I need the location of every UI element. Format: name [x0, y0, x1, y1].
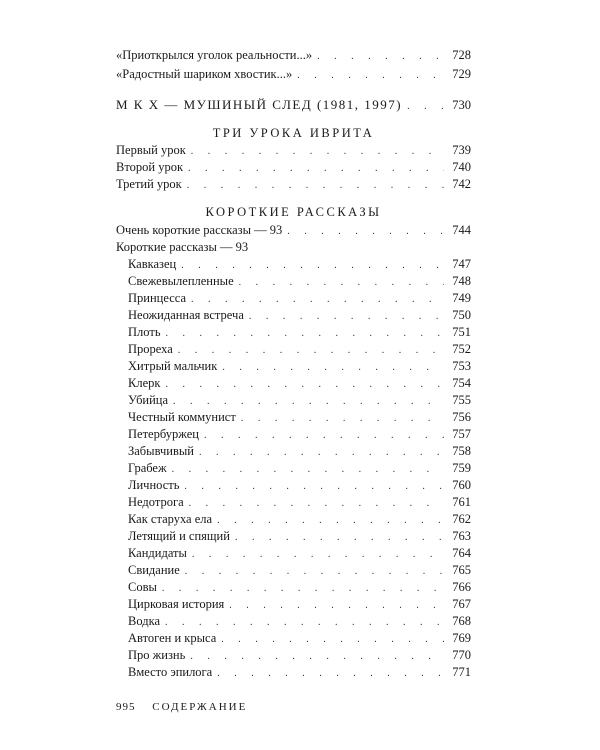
section-heading-hebrew: ТРИ УРОКА ИВРИТА	[212, 126, 375, 140]
toc-entry-title: Третий урок	[116, 177, 182, 191]
toc-entry-title: Клерк	[128, 376, 161, 390]
toc-entry-page: 769	[452, 631, 471, 645]
toc-entry-page: 730	[452, 98, 471, 112]
toc-subentry	[128, 409, 471, 426]
toc-subentry	[128, 647, 471, 664]
dot-leader	[184, 478, 444, 495]
toc-subentry	[128, 528, 471, 545]
dot-leader	[181, 257, 444, 274]
toc-subentry	[128, 426, 471, 443]
toc-entry	[116, 159, 471, 176]
toc-entry-title: Личность	[128, 478, 180, 492]
toc-entry-title: Свидание	[128, 563, 180, 577]
toc-subentry	[128, 630, 471, 647]
toc-entry-page: 762	[452, 512, 471, 526]
toc-subentry	[128, 358, 471, 375]
toc-entry-title: Второй урок	[116, 160, 184, 174]
toc-entry-title: М К Х — МУШИНЫЙ СЛЕД (1981, 1997)	[116, 97, 403, 112]
toc-entry-title: Забывчивый	[128, 444, 194, 458]
toc-subentry	[128, 375, 471, 392]
toc-subentry	[128, 460, 471, 477]
dot-leader	[188, 160, 444, 177]
toc-entry-page: 761	[452, 495, 471, 509]
toc-entry-page: 767	[452, 597, 471, 611]
dot-leader	[187, 177, 444, 194]
toc-entry-title: Плоть	[128, 325, 161, 339]
toc-subentry	[128, 392, 471, 409]
toc-entry-title: Кандидаты	[128, 546, 187, 560]
dot-leader	[190, 648, 444, 665]
toc-entry-mkh	[116, 96, 471, 113]
toc-entry	[116, 66, 471, 83]
toc-entry-title: Совы	[128, 580, 157, 594]
toc-subentry	[128, 443, 471, 460]
toc-entry-page: 729	[452, 67, 471, 81]
toc-subentry	[128, 613, 471, 630]
toc-entry-title: Водка	[128, 614, 161, 628]
toc-entry-page: 744	[452, 223, 471, 237]
toc-entry-page: 770	[452, 648, 471, 662]
toc-entry-page: 759	[452, 461, 471, 475]
toc-entry-title: Убийца	[128, 393, 169, 407]
dot-leader	[204, 427, 444, 444]
dot-leader	[217, 665, 444, 682]
toc-entry-page: 751	[452, 325, 471, 339]
toc-subentry	[128, 324, 471, 341]
dot-leader	[407, 98, 444, 115]
toc-entry-title: Петербуржец	[128, 427, 199, 441]
toc-entry-title: Прореха	[128, 342, 173, 356]
toc-subentry	[128, 664, 471, 681]
dot-leader	[178, 342, 444, 359]
toc-entry-page: 749	[452, 291, 471, 305]
dot-leader	[172, 461, 444, 478]
toc-entry-page: 763	[452, 529, 471, 543]
toc-entry-title: Хитрый мальчик	[128, 359, 218, 373]
toc-entry-page: 756	[452, 410, 471, 424]
toc-entry-page: 764	[452, 546, 471, 560]
toc-subentry	[128, 596, 471, 613]
toc-entry	[116, 176, 471, 193]
toc-entry	[116, 142, 471, 159]
dot-leader	[165, 614, 444, 631]
toc-entry-title: Свежевылепленные	[128, 274, 234, 288]
dot-leader	[192, 546, 444, 563]
toc-entry-title: «Радостный шариком хвостик...»	[116, 67, 293, 81]
page-footer	[116, 700, 247, 714]
toc-entry-page: 758	[452, 444, 471, 458]
running-head: СОДЕРЖАНИЕ	[152, 701, 248, 713]
toc-entry	[116, 47, 471, 64]
toc-subentry	[128, 545, 471, 562]
dot-leader	[166, 325, 444, 342]
toc-entry-page: 753	[452, 359, 471, 373]
dot-leader	[217, 512, 444, 529]
toc-entry-title: Честный коммунист	[128, 410, 236, 424]
toc-entry-page: 760	[452, 478, 471, 492]
toc-entry-page: 747	[452, 257, 471, 271]
dot-leader	[221, 631, 444, 648]
dot-leader	[173, 393, 444, 410]
dot-leader	[191, 291, 444, 308]
toc-entry-page: 742	[452, 177, 471, 191]
dot-leader	[249, 308, 444, 325]
page-number: 995	[116, 701, 136, 713]
toc-entry-title: Про жизнь	[128, 648, 186, 662]
toc-entry-title: Неожиданная встреча	[128, 308, 244, 322]
toc-entry-page: 739	[452, 143, 471, 157]
dot-leader	[241, 410, 444, 427]
dot-leader	[191, 143, 444, 160]
dot-leader	[189, 495, 444, 512]
dot-leader	[222, 359, 444, 376]
toc-subentry	[128, 494, 471, 511]
toc-entry-page: 768	[452, 614, 471, 628]
toc-entry-title: Грабеж	[128, 461, 167, 475]
toc-entry-page: 754	[452, 376, 471, 390]
toc-entry-title: Цирковая история	[128, 597, 225, 611]
toc-entry-page: 752	[452, 342, 471, 356]
toc-entry-page: 755	[452, 393, 471, 407]
dot-leader	[165, 376, 444, 393]
toc-entry-page: 757	[452, 427, 471, 441]
toc-subentry	[128, 290, 471, 307]
toc-entry-page: 728	[452, 48, 471, 62]
toc-subentry	[128, 511, 471, 528]
toc-entry-page: 748	[452, 274, 471, 288]
dot-leader	[239, 274, 444, 291]
toc-subentry	[128, 307, 471, 324]
toc-subentry	[128, 273, 471, 290]
toc-entry-title: Автоген и крыса	[128, 631, 217, 645]
toc-subentry	[128, 579, 471, 596]
toc-entry-title: «Приоткрылся уголок реальности...»	[116, 48, 313, 62]
toc-entry	[116, 222, 471, 239]
toc-subentry	[128, 341, 471, 358]
dot-leader	[287, 223, 444, 240]
toc-entry-title: Очень короткие рассказы — 93	[116, 223, 283, 237]
toc-subheading	[116, 239, 471, 256]
toc-entry-page: 766	[452, 580, 471, 594]
toc-entry-title: Летящий и спящий	[128, 529, 230, 543]
toc-subentry	[128, 256, 471, 273]
dot-leader	[185, 563, 444, 580]
toc-entry-page: 771	[452, 665, 471, 679]
dot-leader	[162, 580, 444, 597]
toc-entry-page: 740	[452, 160, 471, 174]
toc-entry-page: 750	[452, 308, 471, 322]
toc-entry-page: 765	[452, 563, 471, 577]
toc-entry-title: Вместо эпилога	[128, 665, 213, 679]
dot-leader	[297, 67, 444, 84]
dot-leader	[317, 48, 444, 65]
toc-subheading-title: Короткие рассказы — 93	[116, 240, 249, 254]
dot-leader	[235, 529, 444, 546]
section-heading-short-stories: КОРОТКИЕ РАССКАЗЫ	[205, 205, 382, 219]
toc-entry-title: Принцесса	[128, 291, 187, 305]
toc-subentry	[128, 562, 471, 579]
dot-leader	[199, 444, 444, 461]
toc-entry-title: Недотрога	[128, 495, 184, 509]
toc-entry-title: Первый урок	[116, 143, 186, 157]
toc-entry-title: Как старуха ела	[128, 512, 213, 526]
toc-subentry	[128, 477, 471, 494]
dot-leader	[229, 597, 444, 614]
toc-entry-title: Кавказец	[128, 257, 177, 271]
